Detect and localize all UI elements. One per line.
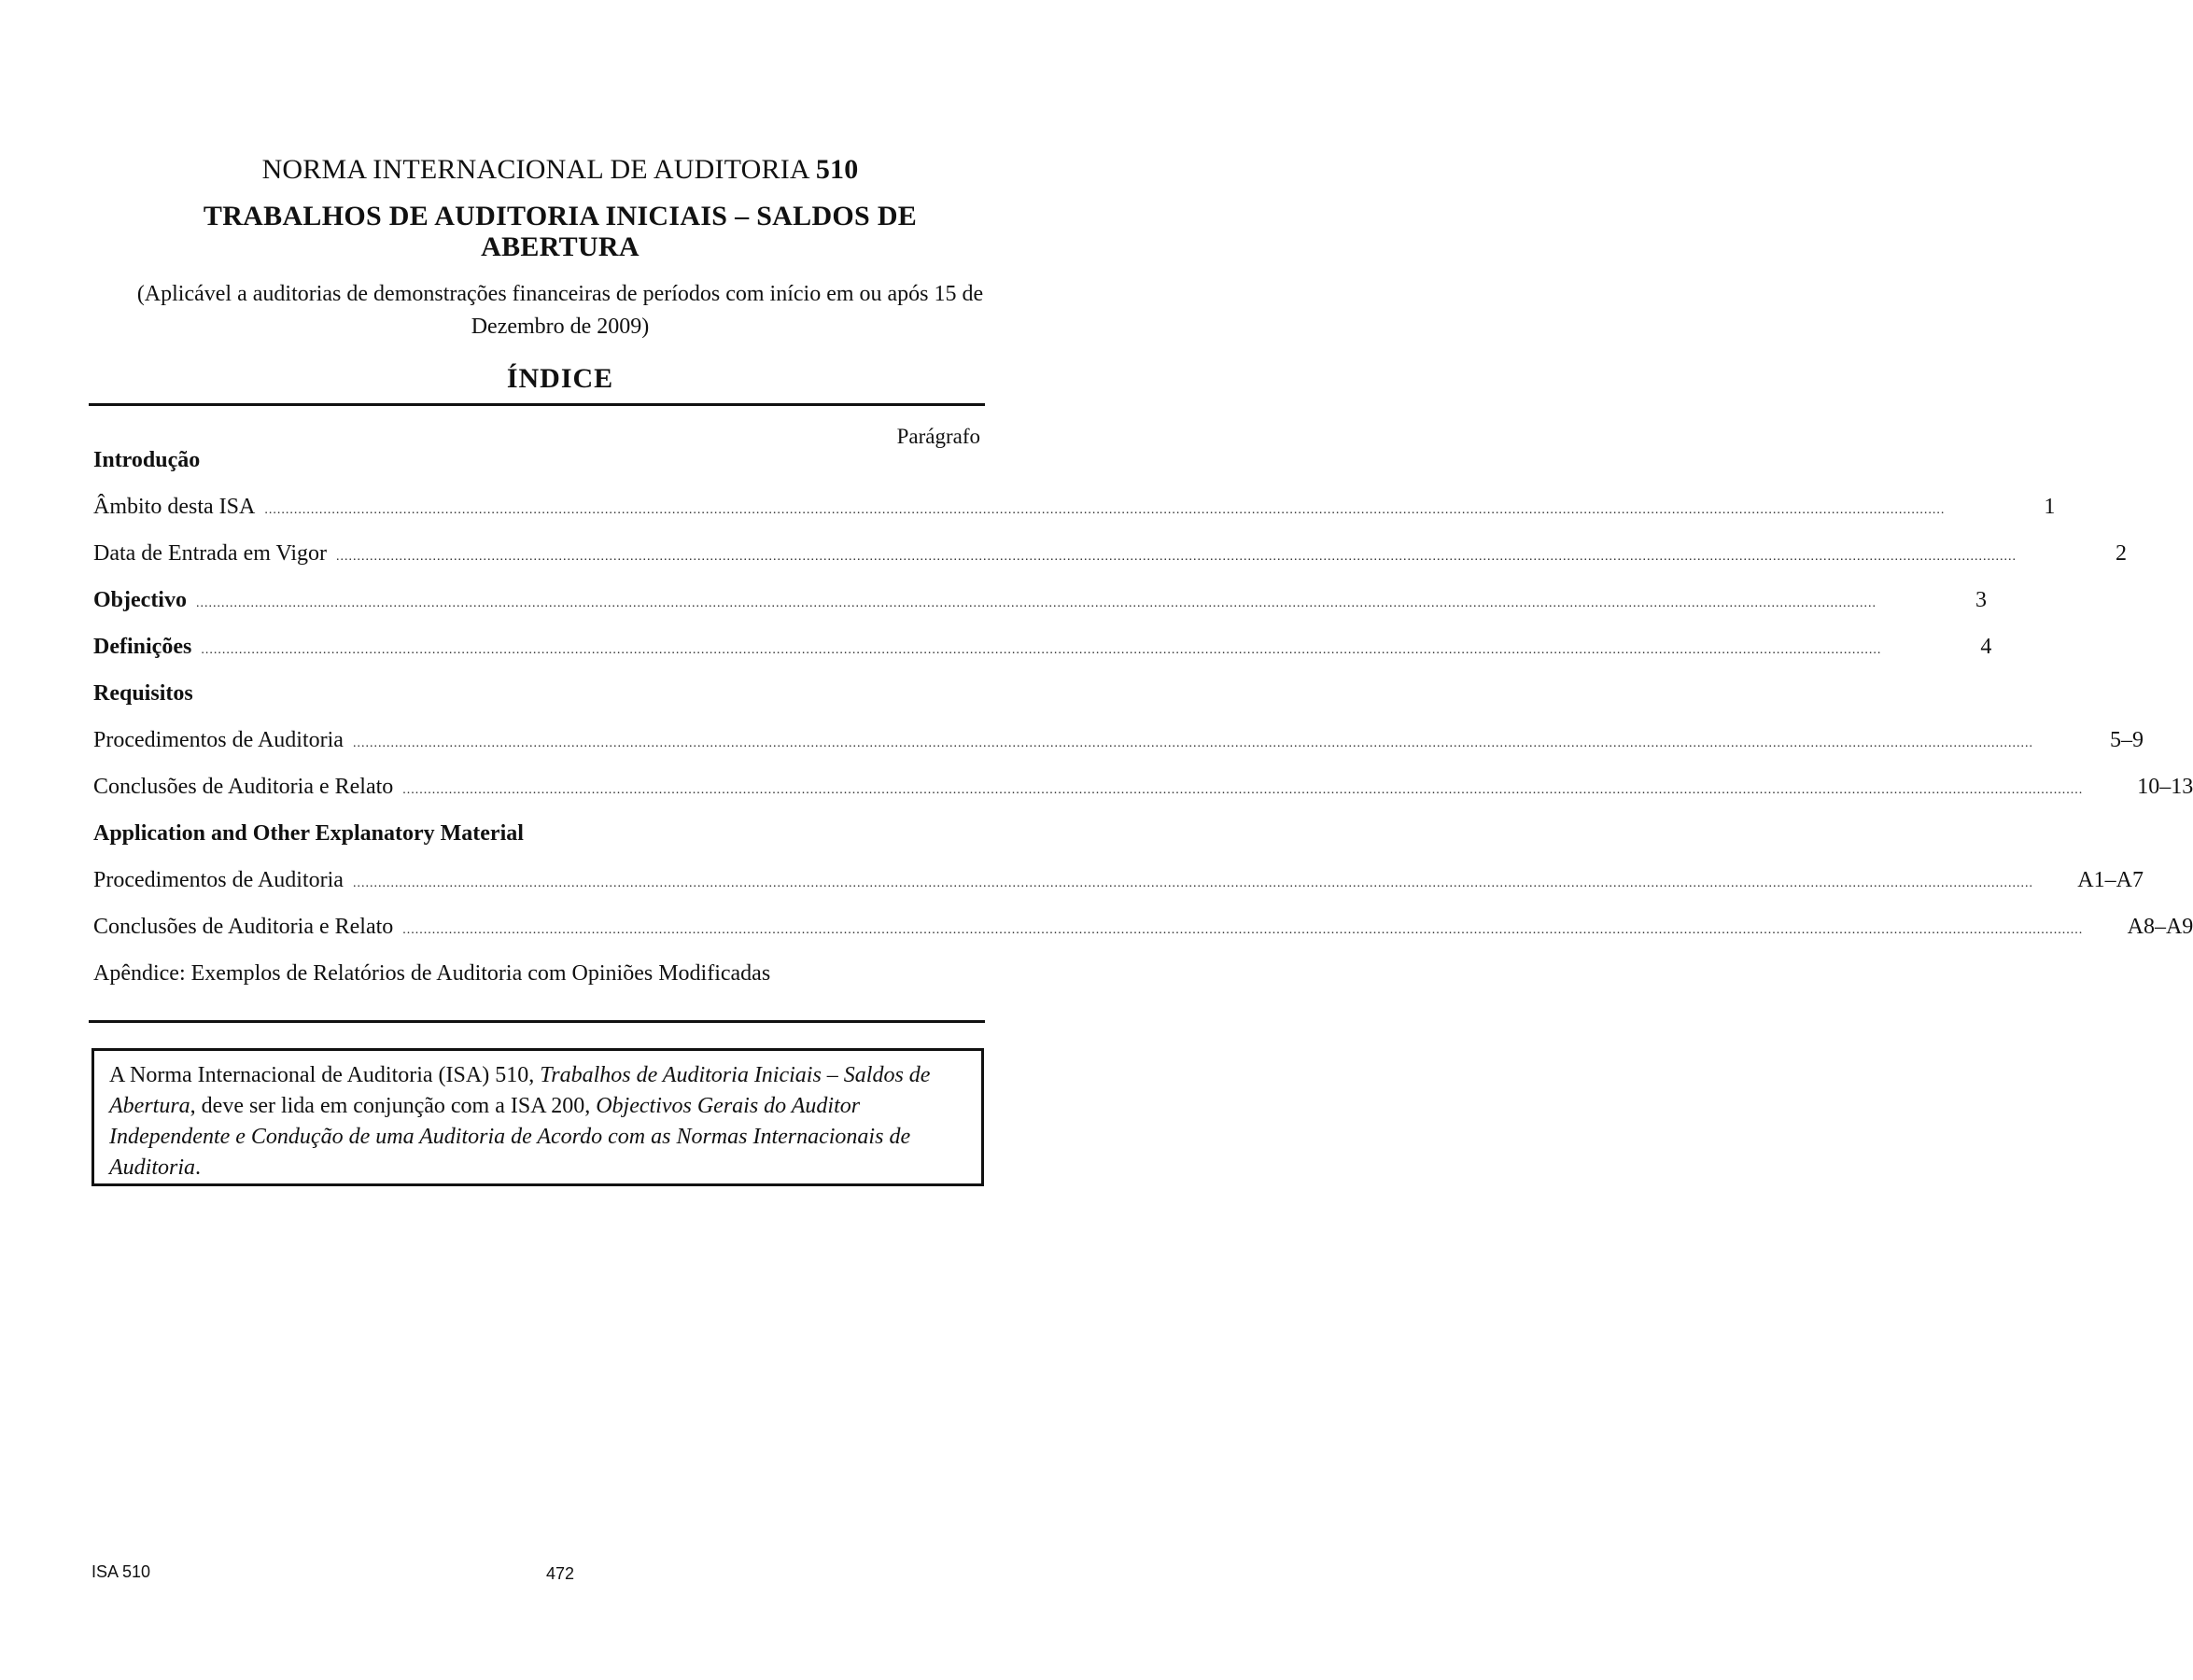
footer-page-number: 472 <box>545 1564 575 1583</box>
toc-paragraph-ref: 2 <box>2116 541 2128 566</box>
toc-paragraph-ref: A8–A9 <box>2127 915 2193 939</box>
toc-entry <box>93 541 2128 573</box>
toc-entry <box>93 635 1992 666</box>
toc-dot-leader: ................................................................................................................................................................................................................................................................................................................................................................................................................ <box>195 596 1877 610</box>
toc-paragraph-ref: A1–A7 <box>2077 868 2144 892</box>
toc-entry-label: Apêndice: Exemplos de Relatórios de Auditoria com Opiniões Modificadas <box>93 961 771 986</box>
toc-dot-leader: ................................................................................................................................................................................................................................................................................................................................................................................................................ <box>336 550 2017 564</box>
toc-entry-label: Application and Other Explanatory Material <box>93 821 524 846</box>
toc-paragraph-ref: 10–13 <box>2137 775 2193 799</box>
toc-entry-label: Conclusões de Auditoria e Relato <box>93 915 394 939</box>
note-text-3: . <box>195 1155 202 1180</box>
toc-entry-label: Conclusões de Auditoria e Relato <box>93 775 394 799</box>
toc-entry <box>93 821 980 853</box>
toc-dot-leader: ................................................................................................................................................................................................................................................................................................................................................................................................................ <box>352 736 2033 750</box>
toc-paragraph-ref: 5–9 <box>2109 728 2144 752</box>
standard-title <box>0 154 1120 186</box>
toc-entry <box>93 495 2056 526</box>
toc-paragraph-ref: 1 <box>2044 495 2056 519</box>
toc-dot-leader: ................................................................................................................................................................................................................................................................................................................................................................................................................ <box>264 503 1946 517</box>
toc-entry <box>93 868 2144 900</box>
toc-entry <box>93 775 2193 806</box>
paragraph-column-header: Parágrafo <box>896 425 980 448</box>
note-title-isa200: Objectivos Gerais do Auditor Independente e Condução de uma Auditoria de Acordo com as Normas Internacionais de Auditoria <box>109 1094 911 1180</box>
toc-entry-label: Procedimentos de Auditoria <box>93 868 344 892</box>
toc-entry-label: Requisitos <box>93 681 193 706</box>
toc-dot-leader: ................................................................................................................................................................................................................................................................................................................................................................................................................ <box>352 876 2033 890</box>
note-text-1: A Norma Internacional de Auditoria (ISA) 510, <box>109 1063 541 1087</box>
toc-entry-label: Procedimentos de Auditoria <box>93 728 344 752</box>
standard-subtitle: TRABALHOS DE AUDITORIA INICIAIS – SALDOS DE ABERTURA <box>203 201 918 262</box>
bottom-divider <box>89 1020 985 1023</box>
toc-entry <box>93 961 980 993</box>
toc-paragraph-ref: 3 <box>1975 588 1987 612</box>
top-divider <box>89 403 985 406</box>
toc-entry-label: Introdução <box>93 448 201 472</box>
toc-entry <box>93 448 980 480</box>
toc-paragraph-ref: 4 <box>1980 635 1992 659</box>
applicability-note: (Aplicável a auditorias de demonstrações financeiras de períodos com início em ou após 15 de Dezembro de 2009) <box>136 282 984 339</box>
toc-entry-label: Definições <box>93 635 192 659</box>
note-title-isa510: Trabalhos de Auditoria Iniciais – Saldos de Abertura <box>109 1063 931 1118</box>
reading-note-box <box>91 1048 984 1186</box>
standard-number: 510 <box>815 154 859 185</box>
toc-entry-label: Âmbito desta ISA <box>93 495 256 519</box>
footer-standard-ref: ISA 510 <box>91 1562 151 1581</box>
toc-dot-leader: ................................................................................................................................................................................................................................................................................................................................................................................................................ <box>402 923 2084 937</box>
index-heading: ÍNDICE <box>506 363 614 394</box>
standard-title-text: NORMA INTERNACIONAL DE AUDITORIA <box>261 154 809 185</box>
toc-entry-label: Data de Entrada em Vigor <box>93 541 328 566</box>
toc-entry-label: Objectivo <box>93 588 187 612</box>
note-text-2: , deve ser lida em conjunção com a ISA 200, <box>190 1094 597 1118</box>
toc-entry <box>93 915 2193 946</box>
toc-entry <box>93 728 2144 760</box>
toc-entry <box>93 681 980 713</box>
toc-dot-leader: ................................................................................................................................................................................................................................................................................................................................................................................................................ <box>402 783 2084 797</box>
toc-dot-leader: ................................................................................................................................................................................................................................................................................................................................................................................................................ <box>201 643 1882 657</box>
toc-entry <box>93 588 1987 620</box>
